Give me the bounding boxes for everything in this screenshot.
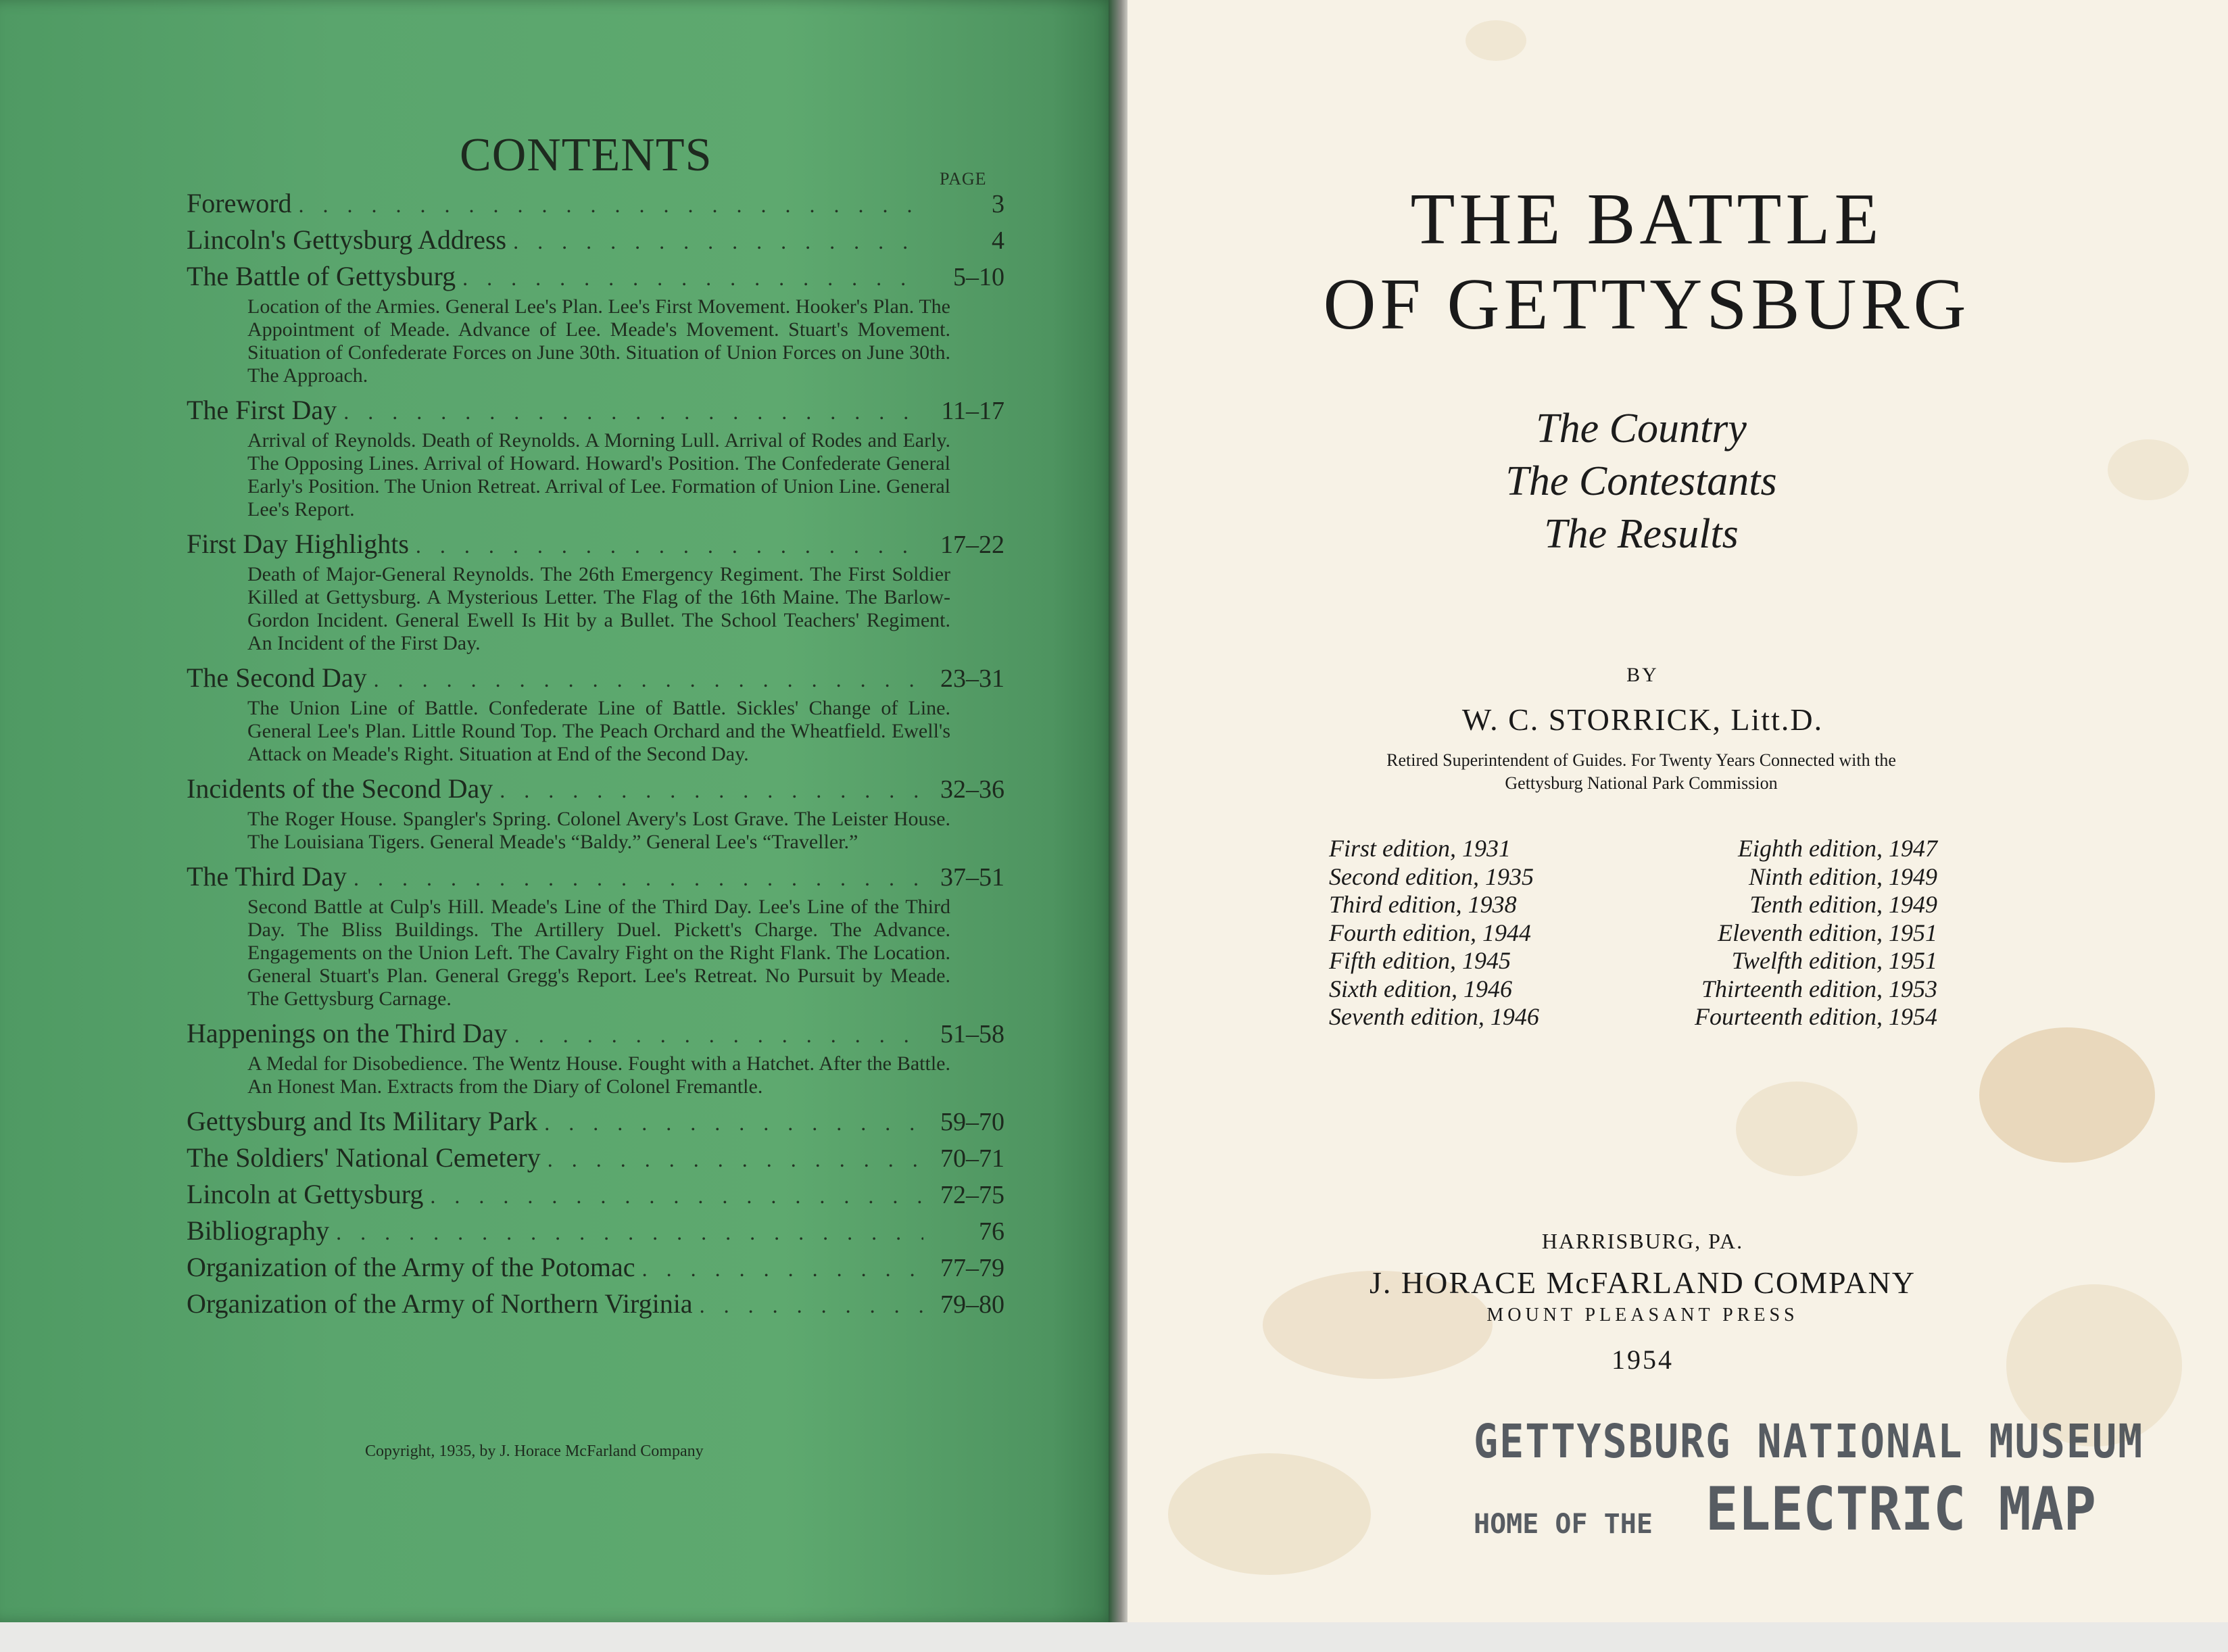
editions-column-right: [1695, 835, 1937, 1031]
title-page: [1128, 0, 2228, 1622]
author-description-line: Gettysburg National Park Commission: [1505, 773, 1778, 793]
edition-item: Third edition, 1938: [1329, 891, 1517, 918]
toc-entry-description: Location of the Armies. General Lee's Plan. Lee's First Movement. Hooker's Plan. The Appointment of Meade. Advance of Lee. Meade's Movement. Stuart's Movement. Situation of Confederate Forces on June 30th. Situation of Union Forces on June 30th. The Approach.: [247, 295, 950, 387]
toc-entry-description: Arrival of Reynolds. Death of Reynolds. A Morning Lull. Arrival of Rodes and Early. The Opposing Lines. Arrival of Howard. Howard's Position. The Confederate General Early's Position. The Union Retreat. Arrival of Lee. Formation of Union Line. General Lee's Report.: [247, 429, 950, 520]
toc-entry-description: A Medal for Disobedience. The Wentz House. Fought with a Hatchet. After the Battle. An Honest Man. Extracts from the Diary of Colonel Fremantle.: [247, 1052, 950, 1098]
toc-entry-pages: 17–22: [940, 531, 1004, 559]
leader-dots: [430, 1178, 923, 1213]
contents-page: [0, 0, 1119, 1622]
book-gutter: [1109, 0, 1129, 1622]
toc-entry-title: Bibliography: [187, 1215, 330, 1246]
toc-entry: [187, 771, 1004, 854]
page-column-label: PAGE: [940, 169, 987, 189]
edition-item: Thirteenth edition, 1953: [1701, 975, 1937, 1002]
leader-dots: [642, 1251, 923, 1286]
contents-heading: CONTENTS: [460, 129, 712, 181]
copyright-notice: Copyright, 1935, by J. Horace McFarland Company: [365, 1442, 704, 1460]
toc-entry: [187, 259, 1004, 387]
leader-dots: [548, 1142, 923, 1177]
leader-dots: [514, 1017, 923, 1052]
foxing-stain: [1168, 1453, 1371, 1575]
toc-entry: [187, 1177, 1004, 1213]
toc-entry-title: Incidents of the Second Day: [187, 773, 493, 804]
museum-stamp-line: GETTYSBURG NATIONAL MUSEUM: [1474, 1414, 2144, 1469]
toc-entry-title: Organization of the Army of Northern Virginia: [187, 1288, 693, 1319]
edition-item: Tenth edition, 1949: [1749, 891, 1937, 918]
leader-dots: [336, 1215, 923, 1250]
edition-item: Eleventh edition, 1951: [1718, 919, 1937, 946]
leader-dots: [700, 1288, 923, 1323]
toc-entry-pages: 77–79: [940, 1254, 1004, 1282]
book-title: [1128, 177, 2166, 347]
museum-stamp-large-text: ELECTRIC MAP: [1705, 1474, 2096, 1544]
toc-entry: [187, 1140, 1004, 1177]
toc-entry: [187, 527, 1004, 655]
subtitles: [1128, 402, 2155, 560]
foxing-stain: [1736, 1082, 1858, 1176]
edition-item: Eighth edition, 1947: [1738, 835, 1937, 862]
subtitle: The Contestants: [1505, 458, 1777, 504]
leader-dots: [462, 260, 923, 295]
leader-dots: [374, 662, 923, 697]
publication-year: 1954: [1612, 1344, 1674, 1375]
toc-entry-title: Gettysburg and Its Military Park: [187, 1106, 538, 1136]
toc-entry-description: Death of Major-General Reynolds. The 26th Emergency Regiment. The First Soldier Killed at Gettysburg. A Mysterious Letter. The Flag of the 16th Maine. The Barlow-Gordon Incident. General Ewell Is Hit by a Bullet. The School Teachers' Regiment. An Incident of the First Day.: [247, 563, 950, 654]
book-title-line: OF GETTYSBURG: [1323, 264, 1970, 345]
toc-entry-title: The Battle of Gettysburg: [187, 261, 456, 291]
museum-stamp-small-text: HOME OF THE: [1474, 1509, 1653, 1540]
publisher-press: MOUNT PLEASANT PRESS: [1486, 1305, 1799, 1326]
toc-entry-title: The Second Day: [187, 662, 367, 693]
edition-item: Twelfth edition, 1951: [1731, 947, 1937, 974]
toc-entry: [187, 859, 1004, 1011]
table-of-contents: [187, 186, 1004, 1323]
toc-entry: [187, 222, 1004, 259]
toc-entry: [187, 1016, 1004, 1098]
subtitle: The Results: [1544, 511, 1739, 557]
leader-dots: [500, 773, 923, 808]
toc-entry-pages: 32–36: [940, 775, 1004, 804]
leader-dots: [513, 224, 923, 259]
toc-entry-pages: 59–70: [940, 1108, 1004, 1136]
publisher-block: [1128, 1229, 2158, 1376]
toc-entry: [187, 1213, 1004, 1250]
toc-entry: [187, 186, 1004, 222]
toc-entry: [187, 393, 1004, 521]
toc-entry-pages: 4: [992, 226, 1004, 255]
toc-entry-pages: 70–71: [940, 1144, 1004, 1173]
toc-entry-description: The Roger House. Spangler's Spring. Colonel Avery's Lost Grave. The Leister House. The Louisiana Tigers. General Meade's “Baldy.” General Lee's “Traveller.”: [247, 808, 950, 853]
author-description: [1283, 749, 2000, 795]
toc-entry-title: Lincoln at Gettysburg: [187, 1179, 424, 1209]
publisher-name: J. HORACE McFARLAND COMPANY: [1370, 1265, 1916, 1300]
edition-item: Ninth edition, 1949: [1749, 863, 1937, 890]
toc-entry-description: The Union Line of Battle. Confederate Line of Battle. Sickles' Change of Line. General Lee's Plan. Little Round Top. The Peach Orchard and the Wheatfield. Ewell's Attack on Meade's Right. Situation at End of the Second Day.: [247, 697, 950, 765]
leader-dots: [343, 394, 923, 429]
toc-entry-pages: 76: [979, 1217, 1004, 1246]
toc-entry-description: Second Battle at Culp's Hill. Meade's Line of the Third Day. Lee's Line of the Third Day. The Bliss Buildings. The Artillery Duel. Pickett's Charge. The Advance. Engagements on the Union Left. The Cavalry Fight on the Right Flank. The Location. General Stuart's Plan. General Gregg's Report. Lee's Retreat. No Pursuit by Meade. The Gettysburg Carnage.: [247, 896, 950, 1010]
toc-entry: [187, 1250, 1004, 1286]
toc-entry-title: The Soldiers' National Cemetery: [187, 1142, 541, 1173]
author-name: W. C. STORRICK, Litt.D.: [1461, 702, 1824, 737]
toc-entry: [187, 1286, 1004, 1323]
toc-entry-pages: 51–58: [940, 1020, 1004, 1048]
edition-item: Seventh edition, 1946: [1329, 1003, 1539, 1030]
foxing-stain: [1979, 1027, 2155, 1163]
author-description-line: Retired Superintendent of Guides. For Twenty Years Connected with the: [1386, 750, 1896, 770]
edition-item: Second edition, 1935: [1329, 863, 1534, 890]
toc-entry-title: The Third Day: [187, 861, 347, 892]
edition-item: First edition, 1931: [1329, 835, 1511, 862]
toc-entry: [187, 660, 1004, 766]
toc-entry-title: Happenings on the Third Day: [187, 1018, 508, 1048]
toc-entry-title: The First Day: [187, 395, 337, 425]
editions-column-left: [1329, 835, 1539, 1031]
foxing-stain: [1466, 20, 1526, 61]
toc-entry-title: Foreword: [187, 188, 292, 218]
edition-item: Fifth edition, 1945: [1329, 947, 1511, 974]
publisher-city: HARRISBURG, PA.: [1541, 1229, 1744, 1253]
toc-entry-title: Lincoln's Gettysburg Address: [187, 224, 507, 255]
edition-item: Fourth edition, 1944: [1329, 919, 1531, 946]
leader-dots: [354, 860, 923, 896]
toc-entry-pages: 79–80: [940, 1290, 1004, 1319]
toc-entry-pages: 37–51: [940, 863, 1004, 892]
edition-item: Sixth edition, 1946: [1329, 975, 1512, 1002]
book-title-line: THE BATTLE: [1410, 179, 1883, 260]
edition-item: Fourteenth edition, 1954: [1695, 1003, 1937, 1030]
toc-entry-pages: 5–10: [953, 263, 1004, 291]
subtitle: The Country: [1536, 406, 1747, 452]
leader-dots: [416, 528, 923, 563]
leader-dots: [299, 187, 923, 222]
toc-entry-pages: 23–31: [940, 664, 1004, 693]
by-label: BY: [1626, 664, 1659, 686]
toc-entry-title: First Day Highlights: [187, 529, 409, 559]
toc-entry-pages: 72–75: [940, 1181, 1004, 1209]
leader-dots: [544, 1105, 923, 1140]
toc-entry-pages: 3: [992, 190, 1004, 218]
toc-entry-title: Organization of the Army of the Potomac: [187, 1252, 635, 1282]
toc-entry: [187, 1104, 1004, 1140]
toc-entry-pages: 11–17: [941, 397, 1004, 425]
